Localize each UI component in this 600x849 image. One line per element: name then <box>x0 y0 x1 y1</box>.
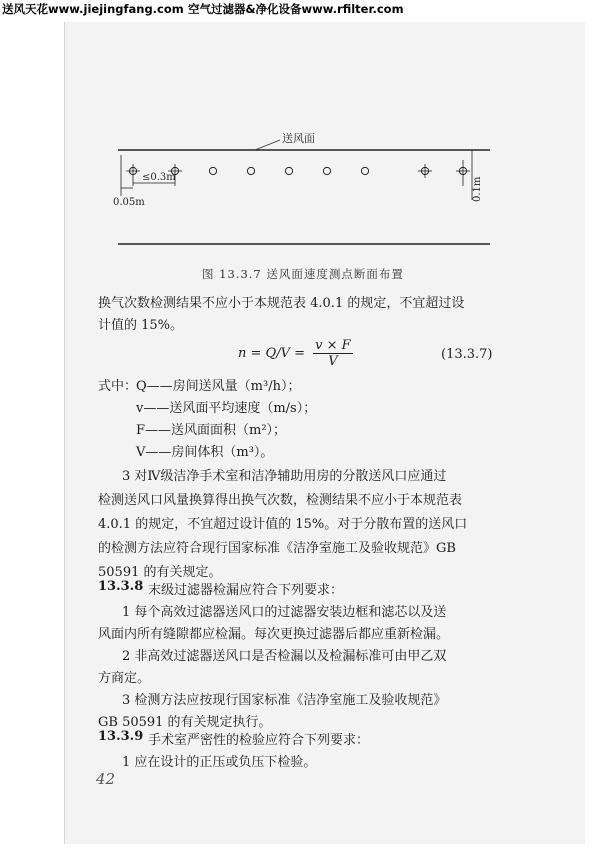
equation-number: (13.3.7) <box>441 347 493 362</box>
header-left-text: 送风天花www.jiejingfang.com <box>2 2 184 16</box>
label-leader <box>255 140 280 150</box>
body-text-line: 3 检测方法应按现行国家标准《洁净室施工及验收规范》 <box>122 693 447 708</box>
supply-face-label: 送风面 <box>282 132 315 145</box>
equation-lhs: n = Q/V = <box>238 346 305 361</box>
body-text-line: 方商定。 <box>98 671 151 686</box>
measuring-point <box>247 167 254 174</box>
equation-numerator: v × F <box>315 338 351 353</box>
definition-item: F——送风面面积（m²）； <box>136 423 287 438</box>
body-text-line: 换气次数检测结果不应小于本规范表 4.0.1 的规定，不宜超过设 <box>98 296 465 311</box>
body-text-line: 风面内所有缝隙都应检漏。每次更换过滤器后都应重新检漏。 <box>98 627 450 642</box>
body-text-line: 1 每个高效过滤器送风口的过滤器安装边框和滤芯以及送 <box>122 605 447 620</box>
edge-dimension <box>121 155 133 196</box>
page-number: 42 <box>96 770 116 788</box>
clause-number: 13.3.9 <box>98 729 144 744</box>
measuring-point <box>323 167 330 174</box>
header-right-text: 空气过滤器&净化设备www.rfilter.com <box>188 2 404 16</box>
equation-denominator: V <box>328 354 338 369</box>
figure-caption: 图 13.3.7 送风面速度测点断面布置 <box>202 267 404 281</box>
measuring-point <box>361 167 368 174</box>
definition-item: Q——房间送风量（m³/h）； <box>136 379 301 394</box>
spacing-dimension-label: ≤0.3m <box>142 172 176 183</box>
definition-item: v——送风面平均速度（m/s）； <box>136 401 317 416</box>
where-label: 式中： <box>98 379 138 394</box>
clause-number: 13.3.8 <box>98 579 144 594</box>
definition-item: V——房间体积（m³）。 <box>136 445 274 460</box>
body-text-line: 检测送风口风量换算得出换气次数，检测结果不应小于本规范表 <box>98 493 463 508</box>
measurement-diagram <box>0 0 600 262</box>
clause-title: 末级过滤器检漏应符合下列要求： <box>148 583 344 598</box>
edge-dimension-label: 0.05m <box>113 197 145 208</box>
height-dimension-label: 0.1m <box>472 176 483 202</box>
body-text-line: 的检测方法应符合现行国家标准《洁净室施工及验收规范》GB <box>98 541 456 556</box>
measuring-point <box>209 167 216 174</box>
body-text-line: 1 应在设计的正压或负压下检验。 <box>122 755 317 770</box>
body-text-line: 50591 的有关规定。 <box>98 565 222 580</box>
body-text-line: GB 50591 的有关规定执行。 <box>98 715 272 730</box>
clause-title: 手术室严密性的检验应符合下列要求： <box>148 733 370 748</box>
equation <box>238 338 353 369</box>
body-text-line: 计值的 15%。 <box>98 318 184 333</box>
equation-fraction <box>313 338 353 369</box>
body-text-line: 4.0.1 的规定，不宜超过设计值的 15%。对于分散布置的送风口 <box>98 517 468 532</box>
measuring-point <box>285 167 292 174</box>
body-text-line: 2 非高效过滤器送风口是否检漏以及检漏标准可由甲乙双 <box>122 649 447 664</box>
body-text-line: 3 对Ⅳ级洁净手术室和洁净辅助用房的分散送风口应通过 <box>122 469 447 484</box>
